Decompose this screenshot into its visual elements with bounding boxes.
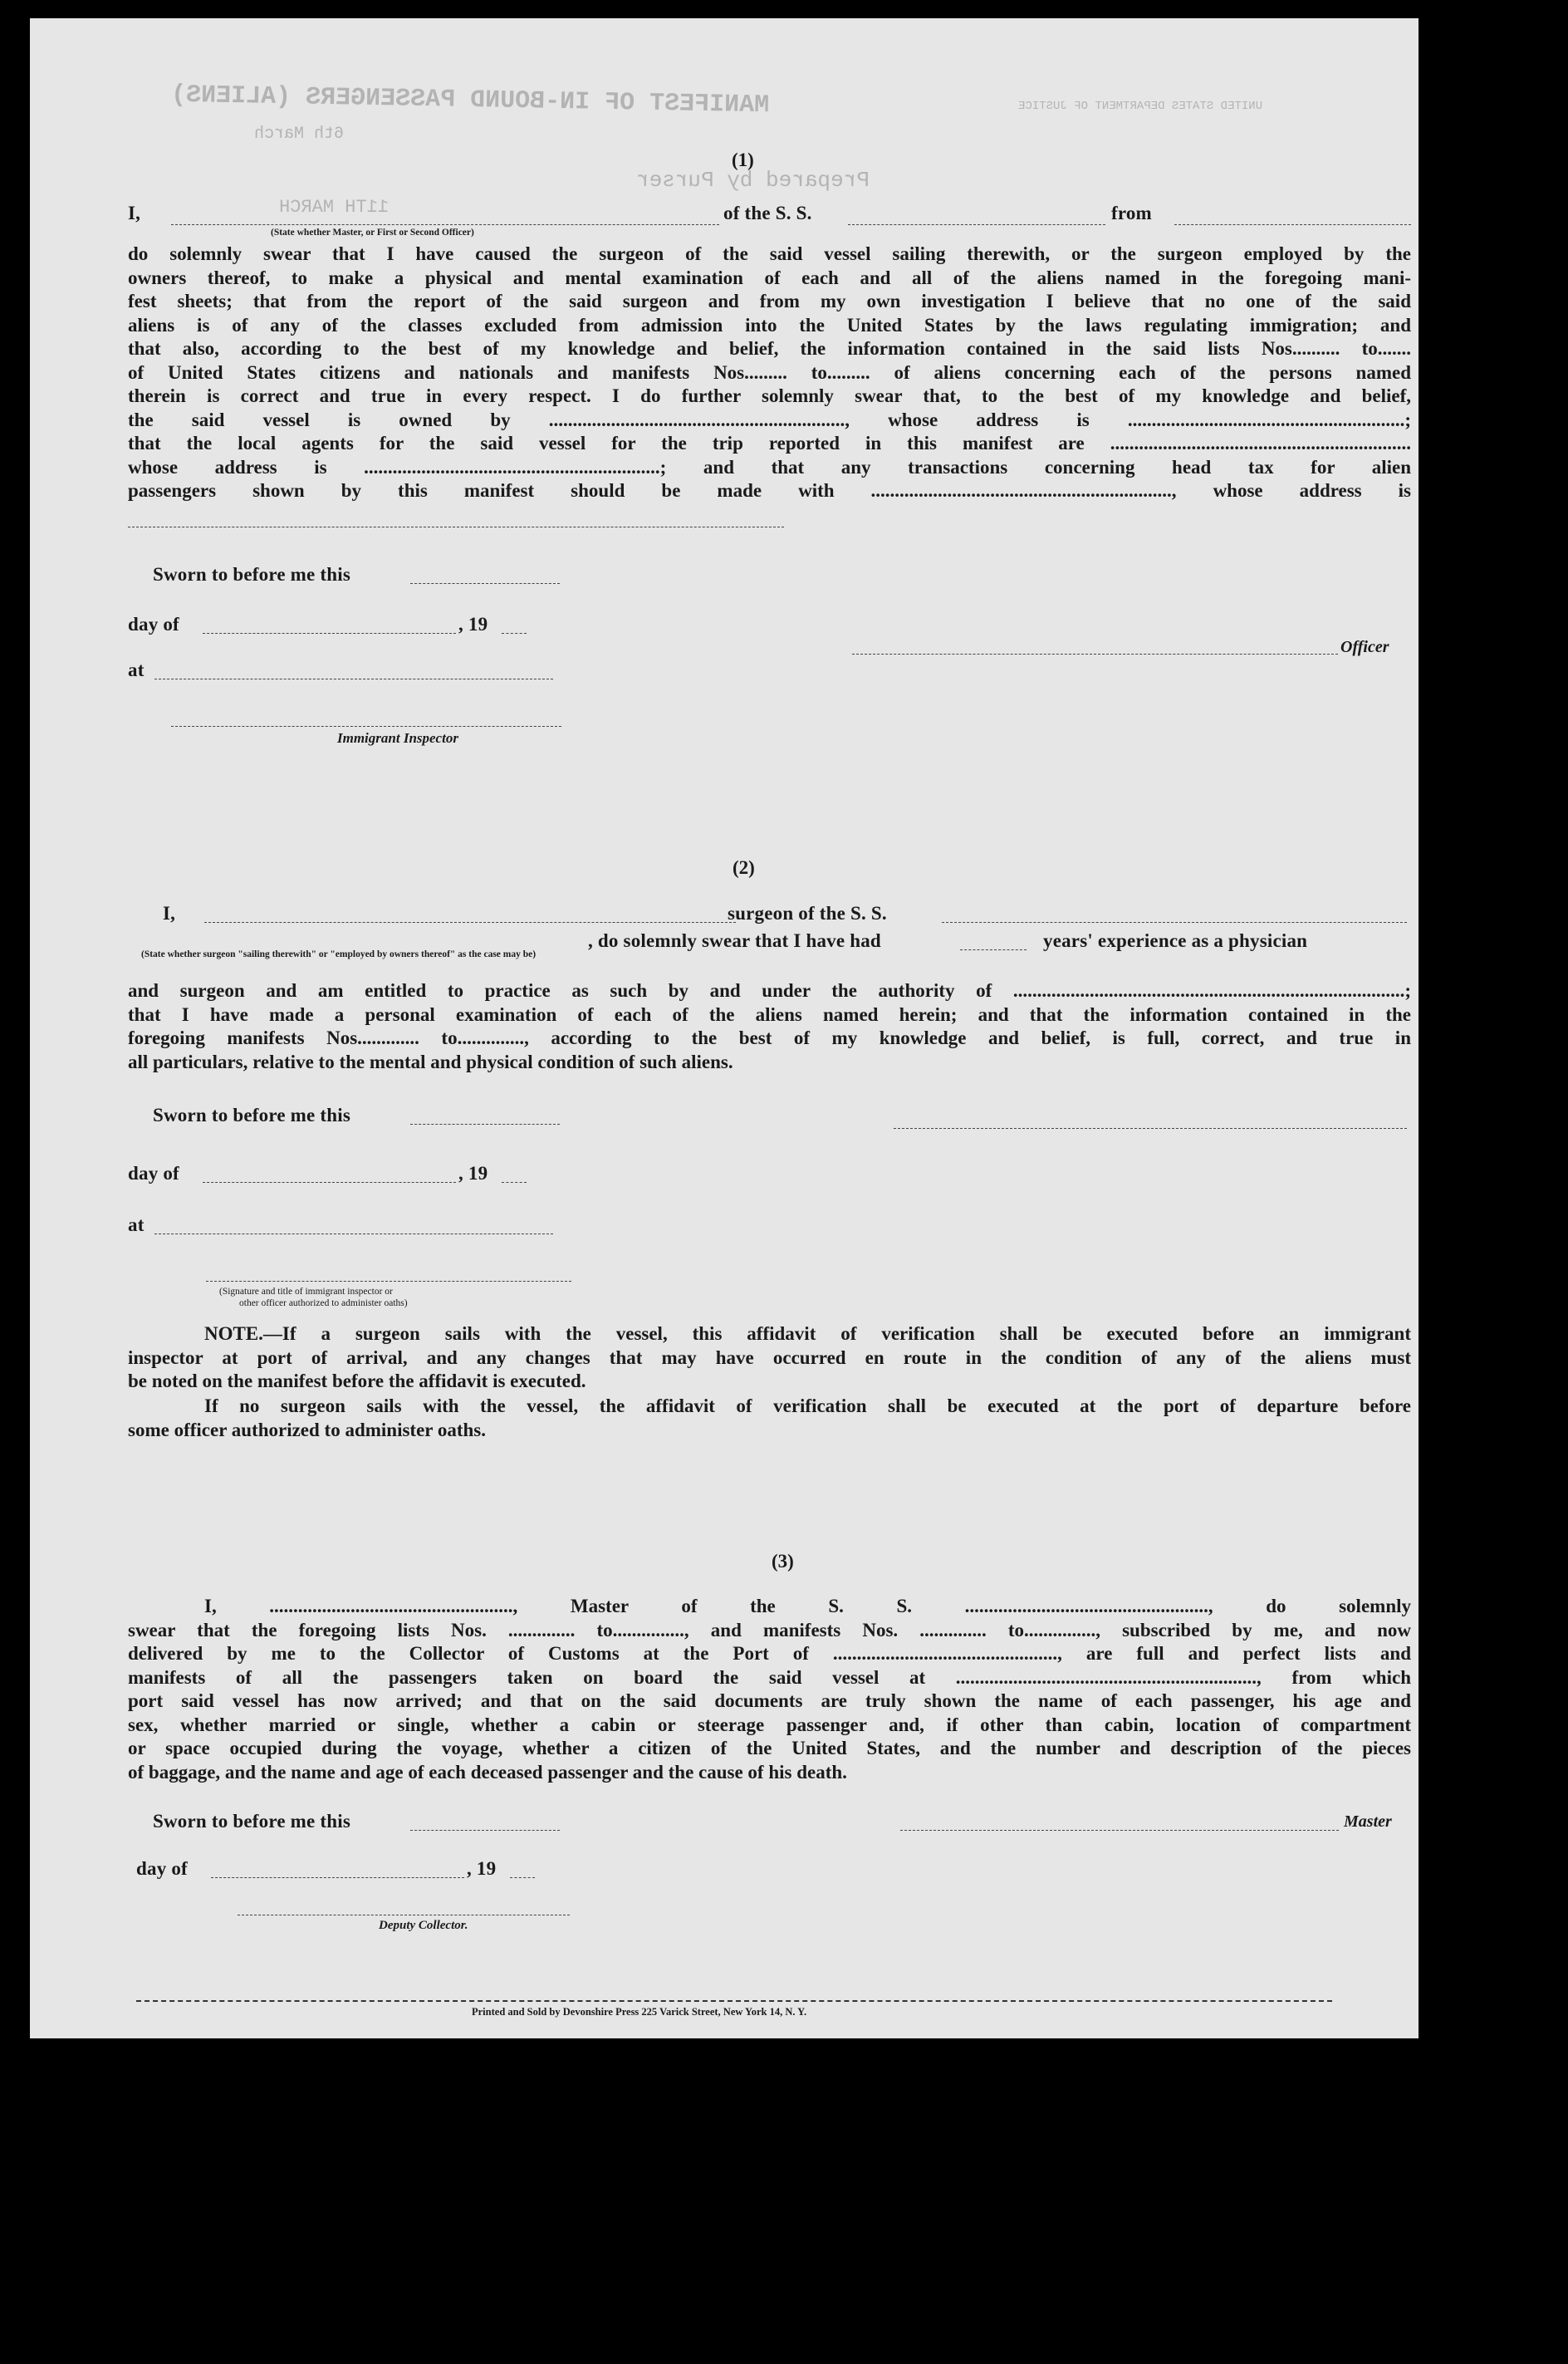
s1-officer-label: Officer (1340, 638, 1389, 656)
s2-year-line (502, 1182, 527, 1183)
punch-hole-6 (1419, 1101, 1463, 1145)
punch-hole-3 (1419, 262, 1463, 307)
s2-inspector-line (206, 1281, 571, 1282)
section-2-number: (2) (733, 857, 755, 878)
s1-19: , 19 (458, 614, 488, 635)
s2-sworn: Sworn to before me this (153, 1105, 350, 1126)
s1-from-line (1174, 224, 1411, 225)
printer-imprint: Printed and Sold by Devonshire Press 225 Varick Street, New York 14, N. Y. (472, 2006, 807, 2018)
s1-line-10: whose address is ..............................................................; and that any transactions concerning head tax for alien (128, 456, 1411, 478)
s2-line-4: all particulars, relative to the mental and physical condition of such aliens. (128, 1051, 733, 1072)
s1-sworn-line (410, 583, 560, 584)
s2-note-1: NOTE.—If a surgeon sails with the vessel, this affidavit of verification shall be executed before an immigrant (204, 1323, 1411, 1344)
s1-line-5: that also, according to the best of my knowledge and belief, the information contained in the said lists Nos.......... to....... (128, 338, 1411, 359)
punch-hole-5 (1419, 741, 1463, 786)
s1-line-1: do solemnly swear that I have caused the surgeon of the said vessel sailing therewith, or the surgeon employed by the (128, 243, 1411, 264)
s1-vessel-line (848, 224, 1105, 225)
s2-years-text: years' experience as a physician (1043, 930, 1308, 951)
s1-day-of: day of (128, 614, 179, 635)
s1-sworn: Sworn to before me this (153, 564, 350, 585)
s2-day-line (203, 1182, 456, 1183)
s2-sig-caption-1: (Signature and title of immigrant inspector or (219, 1287, 393, 1297)
s3-master-line (900, 1830, 1339, 1831)
s3-sworn-line (410, 1830, 560, 1831)
section-1-number: (1) (732, 150, 754, 170)
s2-surgeon-ss: surgeon of the S. S. (728, 903, 887, 924)
bleed-prepared: Prepared by Purser (636, 168, 870, 193)
punch-hole-1 (1419, 86, 1463, 130)
s3-day-of: day of (136, 1858, 188, 1879)
s1-line-3: fest sheets; that from the report of the said surgeon and from my own investigation I believe that no one of the said (128, 291, 1411, 311)
manifest-sheet (30, 18, 1419, 2038)
s2-signature-line (894, 1128, 1407, 1129)
s2-line-3: foregoing manifests Nos............. to.............., according to the best of my knowledge and belief, is full, correct, and true in (128, 1028, 1411, 1048)
s3-line-5: port said vessel has now arrived; and that on the said documents are truly shown the name of each passenger, his age and (128, 1690, 1411, 1711)
punch-hole-7 (1419, 1464, 1463, 1508)
s1-line-8: the said vessel is owned by .............................................................., whose address is ..........................................................; (128, 409, 1411, 430)
s1-immigrant-inspector: Immigrant Inspector (337, 730, 458, 746)
s2-ss-line (942, 922, 1407, 923)
s1-line-2: owners thereof, to make a physical and mental examination of each and all of the aliens named in the foregoing mani- (128, 267, 1411, 288)
s3-line-1: I, ..................................................., Master of the S. S. ..................................................., do solemnly (204, 1596, 1411, 1616)
s1-from: from (1111, 203, 1152, 223)
footer-rule (136, 2000, 1332, 2002)
s1-line-7: therein is correct and true in every respect. I do further solemnly swear that, to the best of my knowledge and belief, (128, 385, 1411, 406)
s3-year-line (510, 1877, 535, 1878)
s2-line-1: and surgeon and am entitled to practice as such by and under the authority of ..................................................................................; (128, 980, 1411, 1001)
s3-line-8: of baggage, and the name and age of each deceased passenger and the cause of his death. (128, 1761, 847, 1783)
s2-note-5: some officer authorized to administer oaths. (128, 1419, 486, 1440)
s2-day-of: day of (128, 1163, 179, 1184)
s3-line-7: or space occupied during the voyage, whether a citizen of the United States, and the number and description of the pieces (128, 1738, 1411, 1758)
punch-hole-9 (1419, 1969, 1463, 2013)
s2-note-4: If no surgeon sails with the vessel, the affidavit of verification shall be executed at the port of departure before (204, 1395, 1411, 1416)
s2-i: I, (163, 903, 176, 924)
s2-note-3: be noted on the manifest before the affidavit is executed. (128, 1371, 586, 1391)
s2-sig-caption-2: other officer authorized to administer oaths) (239, 1298, 408, 1308)
s3-sworn: Sworn to before me this (153, 1811, 350, 1832)
s1-of-ss: of the S. S. (723, 203, 812, 223)
s1-officer-sign-line (852, 654, 1338, 655)
s1-inspector-line (171, 726, 561, 727)
s2-name-line (204, 922, 736, 923)
s3-line-6: sex, whether married or single, whether a cabin or steerage passenger and, if other than cabin, location of compartment (128, 1714, 1411, 1735)
s3-19: , 19 (467, 1858, 497, 1879)
s1-line-11: passengers shown by this manifest should be made with ..............................................................., whose address is (128, 480, 1411, 501)
s1-at: at (128, 660, 145, 680)
bleed-justice: UNITED STATES DEPARTMENT OF JUSTICE (1018, 100, 1263, 113)
s3-line-4: manifests of all the passengers taken on board the said vessel at ..............................................................., from which (128, 1666, 1411, 1688)
s1-officer-caption: (State whether Master, or First or Second Officer) (271, 228, 474, 238)
s3-day-line (211, 1877, 464, 1878)
s2-at: at (128, 1214, 145, 1235)
bleed-date: 6th March (254, 125, 345, 144)
s2-years-line (960, 949, 1027, 950)
s1-line-6: of United States citizens and nationals and manifests Nos......... to......... of aliens concerning each of the persons named (128, 361, 1411, 383)
s2-sworn-line (410, 1124, 560, 1125)
s1-i: I, (128, 203, 141, 223)
section-3-number: (3) (772, 1551, 794, 1572)
s3-line-3: delivered by me to the Collector of Customs at the Port of ..............................................., are full and perfect lists and (128, 1643, 1411, 1664)
s1-day-line (203, 633, 456, 634)
s3-master-label: Master (1344, 1812, 1392, 1831)
s1-officer-line (171, 224, 719, 225)
s1-year-line (502, 633, 527, 634)
s2-at-line (154, 1233, 553, 1234)
s2-line-2: that I have made a personal examination of each of the aliens named herein; and that the information contained in the (128, 1003, 1411, 1025)
s2-19: , 19 (458, 1163, 488, 1184)
s2-note-2: inspector at port of arrival, and any changes that may have occurred en route in the condition of any of the aliens must (128, 1346, 1411, 1368)
punch-hole-8 (1419, 1598, 1463, 1643)
punch-hole-4 (1419, 612, 1463, 657)
punch-hole-10 (1419, 2106, 1463, 2151)
s1-line-9: that the local agents for the said vessel for the trip reported in this manifest are ............................................................... (128, 433, 1411, 454)
s2-line1-rest: , do solemnly swear that I have had (588, 930, 881, 951)
s3-deputy-collector: Deputy Collector. (379, 1919, 468, 1932)
s1-line-4: aliens is of any of the classes excluded from admission into the United States by the laws regulating immigration; and (128, 314, 1411, 336)
bleed-arriving: 11TH MARCH (279, 197, 390, 218)
bleed-title: MANIFEST OF IN-BOUND PASSENGERS (ALIENS) (170, 81, 770, 120)
s2-caption: (State whether surgeon "sailing therewith" or "employed by owners thereof" as the case may be) (141, 949, 537, 959)
s3-line-2: swear that the foregoing lists Nos. .............. to..............., and manifests Nos. .............. to..............., subscribed by me, and now (128, 1619, 1411, 1641)
